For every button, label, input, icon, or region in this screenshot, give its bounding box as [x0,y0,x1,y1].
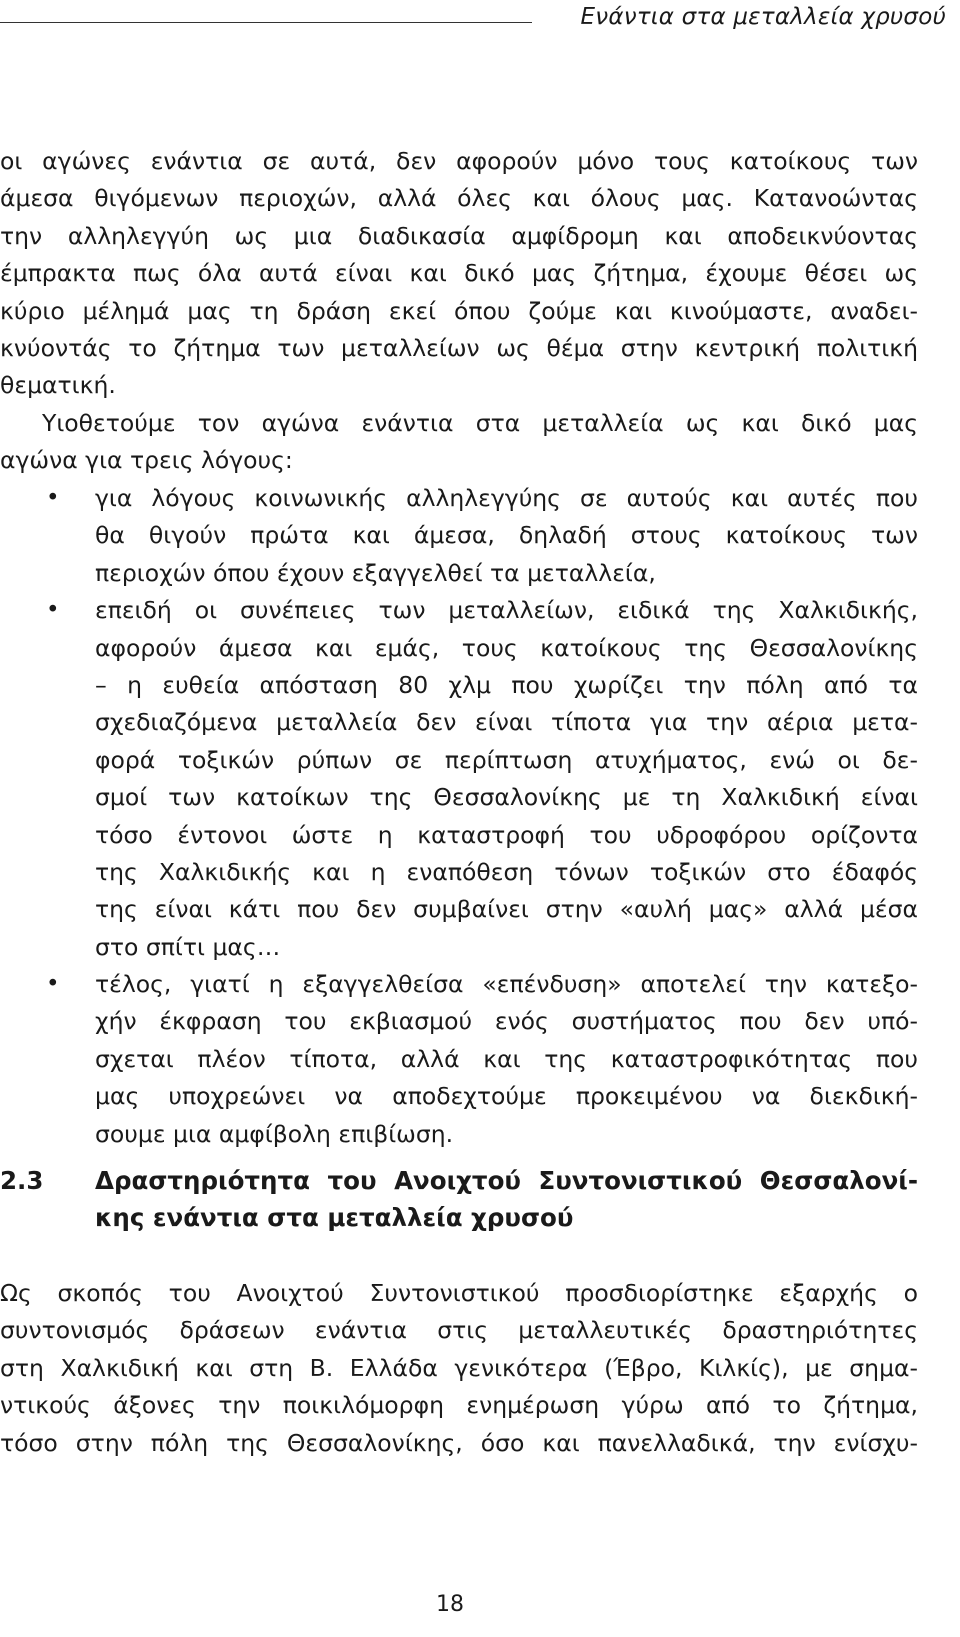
text-line: χήν έκφραση του εκβιασμού ενός συστήματος που δεν υπό- [95,1007,918,1036]
text-line: ντικούς άξονες την ποικιλόμορφη ενημέρωση γύρω από το ζήτημα, [0,1391,918,1420]
text-line: θα θιγούν πρώτα και άμεσα, δηλαδή στους κατοίκους των [95,521,918,550]
paragraph-1 [0,143,918,405]
list-item [0,592,918,966]
text-line: Υιοθετούμε τον αγώνα ενάντια στα μεταλλεία ως και δικό μας [42,409,918,437]
bullet-list [0,480,918,1153]
heading-line: Δραστηριότητα του Ανοιχτού Συντονιστικού Θεσσαλονί- [95,1166,918,1195]
text-line: περιοχών όπου έχουν εξαγγελθεί τα μεταλλεία, [95,558,656,587]
text-line: σχεται πλέον τίποτα, αλλά και της καταστροφικότητας που [95,1044,918,1073]
text-line: της Χαλκιδικής και η εναπόθεση τόνων τοξικών στο έδαφός [95,857,918,886]
text-line: – η ευθεία απόσταση 80 χλμ που χωρίζει την πόλη από τα [95,670,918,699]
text-line: στο σπίτι μας… [95,932,281,961]
text-line: συντονισμός δράσεων ενάντια στις μεταλλευτικές δραστηριότητες [0,1316,918,1345]
text-line: Ως σκοπός του Ανοιχτού Συντονιστικού προσδιορίστηκε εξαρχής ο [0,1279,918,1307]
text-line: τόσο έντονοι ώστε η καταστροφή του υδροφόρου ορίζοντα [95,820,918,849]
bullet-icon: • [46,597,60,624]
header-rule [0,22,532,23]
paragraph-3 [0,1275,918,1462]
text-line: της είναι κάτι που δεν συμβαίνει στην «αυλή μας» αλλά μέσα [95,895,918,924]
text-line: θεματική. [0,371,116,400]
text-line: αγώνα για τρεις λόγους: [0,446,293,475]
section-number: 2.3 [0,1166,44,1195]
text-line: αφορούν άμεσα και εμάς, τους κατοίκους της Θεσσαλονίκης [95,633,918,662]
list-item [0,966,918,1153]
running-header [0,4,946,38]
text-line: τέλος, γιατί η εξαγγελθείσα «επένδυση» αποτελεί την κατεξο- [95,970,918,999]
text-line: για λόγους κοινωνικής αλληλεγγύης σε αυτούς και αυτές που [95,484,918,512]
text-line: την αλληλεγγύη ως μια διαδικασία αμφίδρομη και αποδεικνύοντας [0,221,918,250]
text-line: κύριο μέλημά μας τη δράση εκεί όπου ζούμε και κινούμαστε, αναδει- [0,296,918,325]
text-line: άμεσα θιγόμενων περιοχών, αλλά όλες και όλους μας. Κατανοώντας [0,184,918,213]
heading-line: κης ενάντια στα μεταλλεία χρυσού [95,1203,574,1232]
text-line: οι αγώνες ενάντια σε αυτά, δεν αφορούν μόνο τους κατοίκους των [0,147,918,175]
paragraph-2 [0,405,918,480]
text-line: κνύοντάς το ζήτημα των μεταλλείων ως θέμα στην κεντρική πολιτική [0,333,918,362]
text-line: στη Χαλκιδική και στη Β. Ελλάδα γενικότερα (Έβρο, Κιλκίς), με σημα- [0,1353,918,1382]
text-line: επειδή οι συνέπειες των μεταλλείων, ειδικά της Χαλκιδικής, [95,596,918,625]
text-line: σμοί των κατοίκων της Θεσσαλονίκης με τη Χαλκιδική είναι [95,783,918,812]
text-line: μας υποχρεώνει να αποδεχτούμε προκειμένου να διεκδική- [95,1082,918,1111]
text-line: φορά τοξικών ρύπων σε περίπτωση ατυχήματος, ενώ οι δε- [95,745,918,774]
section-heading [0,1162,918,1236]
text-line: έμπρακτα πως όλα αυτά είναι και δικό μας ζήτημα, έχουμε θέσει ως [0,259,918,288]
list-item [0,480,918,592]
text-line: σουμε μια αμφίβολη επιβίωση. [95,1119,454,1148]
text-line: τόσο στην πόλη της Θεσσαλονίκης, όσο και πανελλαδικά, την ενίσχυ- [0,1428,918,1457]
text-line: σχεδιαζόμενα μεταλλεία δεν είναι τίποτα για την αέρια μετα- [95,708,918,737]
bullet-icon: • [46,971,60,998]
page-number: 18 [436,1592,464,1617]
bullet-icon: • [46,485,60,511]
running-title: Ενάντια στα μεταλλεία χρυσού [580,4,946,30]
